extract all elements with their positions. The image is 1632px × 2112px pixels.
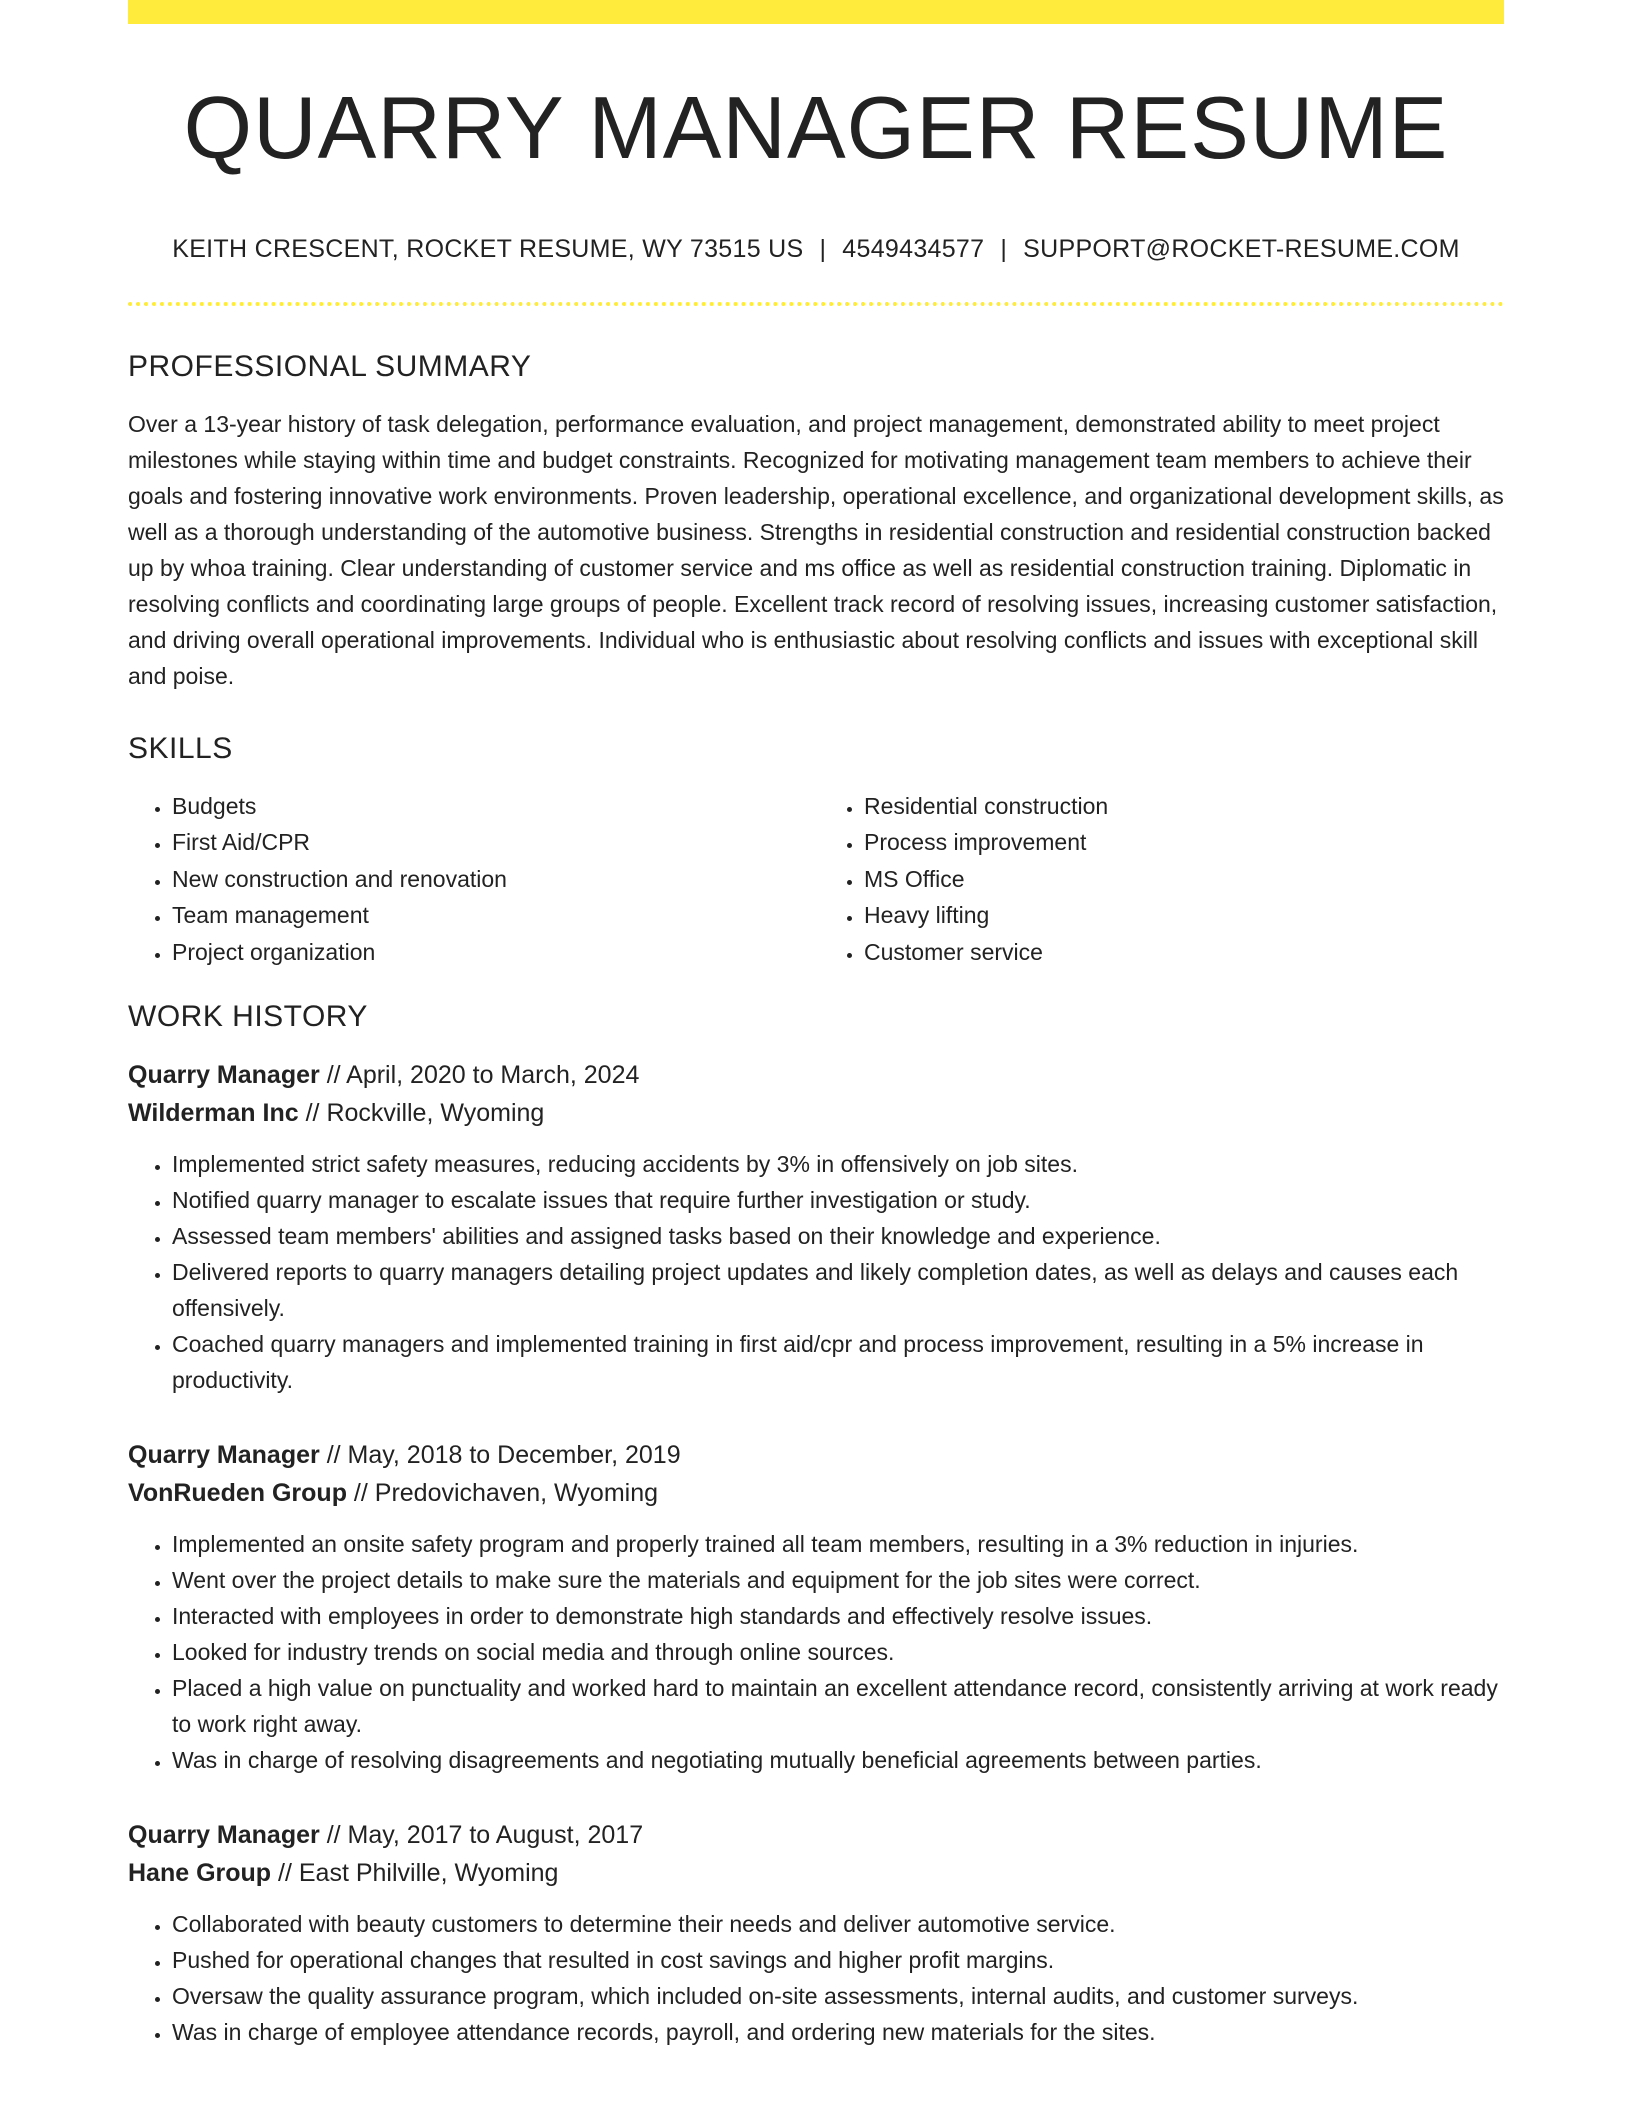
skill-item: • Process improvement xyxy=(864,824,1504,861)
job-bullet: • Interacted with employees in order to demonstrate high standards and effectively resolve issues. xyxy=(172,1598,1504,1634)
contact-phone: 4549434577 xyxy=(842,234,985,263)
job-bullet: • Went over the project details to make sure the materials and equipment for the job sites were correct. xyxy=(172,1562,1504,1598)
resume-page xyxy=(128,0,1504,2050)
job-bullet: • Looked for industry trends on social media and through online sources. xyxy=(172,1634,1504,1670)
job-dates: // April, 2020 to March, 2024 xyxy=(319,1061,640,1090)
job-company: VonRueden Group xyxy=(128,1479,347,1508)
job-bullets xyxy=(128,1146,1504,1398)
dotted-divider xyxy=(128,302,1504,306)
summary-heading: PROFESSIONAL SUMMARY xyxy=(128,349,532,383)
contact-line xyxy=(128,235,1504,264)
skill-item: • Project organization xyxy=(172,934,816,971)
skill-item: • Team management xyxy=(172,897,816,934)
skills-heading: SKILLS xyxy=(128,731,233,765)
skill-item: • MS Office xyxy=(864,861,1504,898)
skill-item: • New construction and renovation xyxy=(172,861,816,898)
job-title: Quarry Manager xyxy=(128,1441,320,1470)
job-bullet: • Implemented strict safety measures, reducing accidents by 3% in offensively on job sites. xyxy=(172,1146,1504,1182)
job-dates: // May, 2017 to August, 2017 xyxy=(319,1821,644,1850)
job-bullet: • Pushed for operational changes that resulted in cost savings and higher profit margins. xyxy=(172,1942,1504,1978)
job-company: Hane Group xyxy=(128,1859,272,1888)
job-bullet: • Placed a high value on punctuality and worked hard to maintain an excellent attendance record, consistently arriving at work ready to work right away. xyxy=(172,1670,1504,1742)
top-accent-bar xyxy=(128,0,1504,24)
work-history-heading: WORK HISTORY xyxy=(128,1000,368,1034)
job-company-line xyxy=(128,1854,1504,1892)
job-company-line xyxy=(128,1094,1504,1132)
job-company-line xyxy=(128,1474,1504,1512)
skills-column-right xyxy=(816,788,1504,971)
contact-separator: | xyxy=(819,234,827,263)
skill-item: • Heavy lifting xyxy=(864,897,1504,934)
job-bullet: • Assessed team members' abilities and assigned tasks based on their knowledge and experience. xyxy=(172,1218,1504,1254)
job-title: Quarry Manager xyxy=(128,1061,320,1090)
summary-text: Over a 13-year history of task delegation, performance evaluation, and project management, demonstrated ability to meet project milestones while staying within time and budget constraints. Recognized for motivating management team members to achieve their goals and fostering innovative work environments. Proven leadership, operational excellence, and organizational development skills, as well as a thorough understanding of the automotive business. Strengths in residential construction and residential construction backed up by whoa training. Clear understanding of customer service and ms office as well as residential construction training. Diplomatic in resolving conflicts and coordinating large groups of people. Excellent track record of resolving issues, increasing customer satisfaction, and driving overall operational improvements. Individual who is enthusiastic about resolving conflicts and issues with exceptional skill and poise. xyxy=(128,410,1504,689)
skill-item: • First Aid/CPR xyxy=(172,824,816,861)
contact-email: SUPPORT@ROCKET-RESUME.COM xyxy=(1023,234,1460,263)
job-dates: // May, 2018 to December, 2019 xyxy=(319,1441,681,1470)
job-bullet: • Oversaw the quality assurance program, which included on-site assessments, internal audits, and customer surveys. xyxy=(172,1978,1504,2014)
resume-title: QUARRY MANAGER RESUME xyxy=(183,78,1449,177)
contact-separator: | xyxy=(1000,234,1008,263)
skill-item: • Customer service xyxy=(864,934,1504,971)
skills-list xyxy=(128,788,1504,971)
job-entry xyxy=(128,1816,1504,2050)
job-title-line xyxy=(128,1436,1504,1474)
job-bullet: • Collaborated with beauty customers to determine their needs and deliver automotive service. xyxy=(172,1906,1504,1942)
job-bullets xyxy=(128,1906,1504,2050)
skills-column-left xyxy=(128,788,816,971)
job-company: Wilderman Inc xyxy=(128,1099,299,1128)
job-entry xyxy=(128,1056,1504,1398)
job-bullet: • Delivered reports to quarry managers detailing project updates and likely completion dates, as well as delays and causes each offensively. xyxy=(172,1254,1504,1326)
job-bullets xyxy=(128,1526,1504,1778)
job-location: // Rockville, Wyoming xyxy=(298,1099,545,1128)
job-bullet: • Implemented an onsite safety program and properly trained all team members, resulting in a 3% reduction in injuries. xyxy=(172,1526,1504,1562)
job-title-line xyxy=(128,1056,1504,1094)
job-entry xyxy=(128,1436,1504,1778)
skill-item: • Residential construction xyxy=(864,788,1504,825)
job-location: // East Philville, Wyoming xyxy=(271,1859,559,1888)
job-title-line xyxy=(128,1816,1504,1854)
job-bullet: • Was in charge of employee attendance records, payroll, and ordering new materials for the sites. xyxy=(172,2014,1504,2050)
job-bullet: • Was in charge of resolving disagreements and negotiating mutually beneficial agreements between parties. xyxy=(172,1742,1504,1778)
job-title: Quarry Manager xyxy=(128,1821,320,1850)
job-bullet: • Coached quarry managers and implemented training in first aid/cpr and process improvement, resulting in a 5% increase in productivity. xyxy=(172,1326,1504,1398)
job-location: // Predovichaven, Wyoming xyxy=(346,1479,659,1508)
skill-item: • Budgets xyxy=(172,788,816,825)
job-bullet: • Notified quarry manager to escalate issues that require further investigation or study. xyxy=(172,1182,1504,1218)
contact-address: KEITH CRESCENT, ROCKET RESUME, WY 73515 US xyxy=(172,234,804,263)
